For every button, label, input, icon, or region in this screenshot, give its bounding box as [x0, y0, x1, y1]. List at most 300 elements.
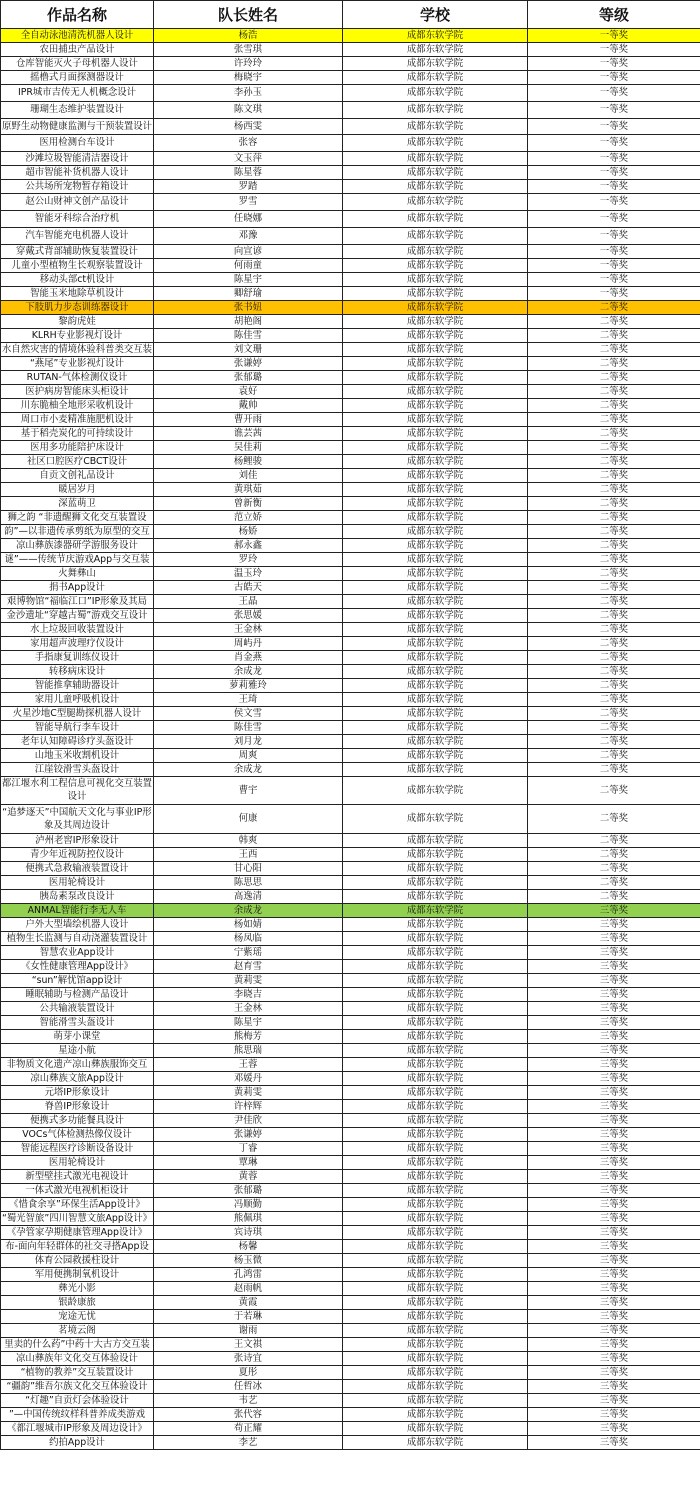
cell-captain-name: 宾诗琪: [154, 1225, 343, 1239]
cell-level: 三等奖: [528, 1393, 700, 1407]
cell-level: 二等奖: [528, 762, 700, 776]
cell-school: 成都东软学院: [343, 210, 528, 227]
cell-level: 三等奖: [528, 1225, 700, 1239]
cell-level: 二等奖: [528, 384, 700, 398]
table-row: [1, 524, 700, 538]
cell-level: 二等奖: [528, 889, 700, 903]
cell-work-name: 下肢肌力步态训练器设计: [1, 300, 154, 314]
cell-work-name: 全自动泳池清洗机器人设计: [1, 29, 154, 43]
table-row: [1, 398, 700, 412]
cell-captain-name: 曹宇: [154, 776, 343, 805]
table-row: [1, 1225, 700, 1239]
cell-work-name: 超市智能补货机器人设计: [1, 166, 154, 180]
cell-school: 成都东软学院: [343, 1323, 528, 1337]
cell-captain-name: 周爽: [154, 748, 343, 762]
table-row: [1, 1043, 700, 1057]
cell-school: 成都东软学院: [343, 1351, 528, 1365]
cell-captain-name: 张书妞: [154, 300, 343, 314]
cell-school: 成都东软学院: [343, 101, 528, 118]
cell-work-name: 医用轮椅设计: [1, 1155, 154, 1169]
cell-captain-name: 王晶: [154, 594, 343, 608]
cell-work-name: 茗境云阁: [1, 1323, 154, 1337]
cell-level: 一等奖: [528, 227, 700, 244]
cell-school: 成都东软学院: [343, 594, 528, 608]
cell-school: 成都东软学院: [343, 622, 528, 636]
cell-school: 成都东软学院: [343, 1295, 528, 1309]
cell-work-name: 便携式急救输液装置设计: [1, 861, 154, 875]
cell-work-name: 水自然灾害的情境体验科普类交互装: [1, 343, 152, 355]
cell-school: 成都东软学院: [343, 538, 528, 552]
cell-school: 成都东软学院: [343, 152, 528, 166]
cell-school: 成都东软学院: [343, 1309, 528, 1323]
cell-work-name: 公共输液装置设计: [1, 1001, 154, 1015]
cell-captain-name: 杨西雯: [154, 118, 343, 135]
table-row: [1, 244, 700, 258]
cell-school: 成都东软学院: [343, 959, 528, 973]
cell-work-name: 医用检测台车设计: [1, 135, 154, 152]
cell-work-name: 基于稻壳炭化的可持续设计: [1, 426, 154, 440]
cell-work-name: “sun”解忧馆app设计: [1, 973, 154, 987]
table-row: [1, 1113, 700, 1127]
cell-level: 二等奖: [528, 608, 700, 622]
cell-captain-name: 黄琪茹: [154, 482, 343, 496]
table-row: [1, 1183, 700, 1197]
cell-level: 三等奖: [528, 1239, 700, 1253]
cell-work-name: 儿童小型植物生长观察装置设计: [1, 258, 154, 272]
cell-level: 三等奖: [528, 1351, 700, 1365]
cell-school: 成都东软学院: [343, 987, 528, 1001]
cell-school: 成都东软学院: [343, 678, 528, 692]
table-row: [1, 1239, 700, 1253]
cell-level: 一等奖: [528, 101, 700, 118]
cell-captain-name: 陈星宇: [154, 272, 343, 286]
cell-school: 成都东软学院: [343, 805, 528, 834]
cell-captain-name: 肖金燕: [154, 650, 343, 664]
cell-work-name: 智能滑雪头盔设计: [1, 1015, 154, 1029]
cell-level: 二等奖: [528, 356, 700, 370]
cell-level: 三等奖: [528, 1071, 700, 1085]
cell-captain-name: 孔鸿雷: [154, 1267, 343, 1281]
cell-work-name: 约拍App设计: [1, 1435, 154, 1449]
cell-work-name: 医用多功能陪护床设计: [1, 440, 154, 454]
cell-school: 成都东软学院: [343, 272, 528, 286]
cell-captain-name: 陈佳雪: [154, 328, 343, 342]
cell-work-name: “植物的教养”交互装置设计: [1, 1365, 154, 1379]
cell-level: 一等奖: [528, 85, 700, 102]
cell-captain-name: 陈佳雪: [154, 720, 343, 734]
cell-level: 三等奖: [528, 959, 700, 973]
cell-captain-name: 吴佳莉: [154, 440, 343, 454]
cell-work-name: 韵”—以非遗传承剪纸为原型的交互: [1, 524, 154, 538]
cell-captain-name: 杨浩: [154, 29, 343, 43]
cell-captain-name: 范立娇: [154, 510, 343, 524]
table-row: [1, 300, 700, 314]
cell-work-name: 《惜食余享”环保生活App设计》: [1, 1197, 154, 1211]
cell-work-name: “灯趣”自贡灯会体验设计: [1, 1393, 154, 1407]
cell-level: 二等奖: [528, 426, 700, 440]
cell-work-name: 里卖的什么药”中药十大古方交互装: [1, 1337, 154, 1351]
cell-school: 成都东软学院: [343, 524, 528, 538]
cell-school: 成都东软学院: [343, 1169, 528, 1183]
cell-school: 成都东软学院: [343, 1155, 528, 1169]
table-row: [1, 1421, 700, 1435]
cell-level: 二等奖: [528, 524, 700, 538]
cell-school: 成都东软学院: [343, 833, 528, 847]
cell-school: 成都东软学院: [343, 1211, 528, 1225]
cell-work-name: 江崖铰滑雪头盔设计: [1, 762, 154, 776]
cell-school: 成都东软学院: [343, 1029, 528, 1043]
table-row: [1, 1379, 700, 1393]
cell-school: 成都东软学院: [343, 482, 528, 496]
cell-work-name: 农田捕虫产品设计: [1, 43, 154, 57]
cell-captain-name: 宁紫瑶: [154, 945, 343, 959]
cell-captain-name: 王蓉: [154, 1057, 343, 1071]
cell-work-name: 智能导航行李车设计: [1, 720, 154, 734]
cell-level: 一等奖: [528, 43, 700, 57]
cell-captain-name: 张郁璐: [154, 370, 343, 384]
cell-level: 三等奖: [528, 1365, 700, 1379]
table-row: [1, 1141, 700, 1155]
cell-level: 三等奖: [528, 1127, 700, 1141]
cell-level: 一等奖: [528, 258, 700, 272]
cell-level: 三等奖: [528, 1211, 700, 1225]
cell-school: 成都东软学院: [343, 43, 528, 57]
cell-work-name: 黎韵虎娃: [1, 314, 154, 328]
table-row: [1, 118, 700, 135]
table-row: [1, 43, 700, 57]
cell-level: 二等奖: [528, 496, 700, 510]
cell-level: 一等奖: [528, 194, 700, 211]
cell-school: 成都东软学院: [343, 1393, 528, 1407]
cell-work-name: 都江堰水利工程信息可视化交互装置设计: [1, 776, 154, 805]
table-row: [1, 314, 700, 328]
table-row: [1, 987, 700, 1001]
cell-captain-name: 文玉萍: [154, 152, 343, 166]
cell-captain-name: 戴帅: [154, 398, 343, 412]
cell-work-name: 家用超声波理疗仪设计: [1, 636, 154, 650]
table-row: [1, 426, 700, 440]
cell-captain-name: 温玉玲: [154, 566, 343, 580]
cell-level: 二等奖: [528, 538, 700, 552]
cell-level: 三等奖: [528, 1253, 700, 1267]
cell-captain-name: 何雨童: [154, 258, 343, 272]
cell-captain-name: 陈星蓉: [154, 166, 343, 180]
table-row: [1, 166, 700, 180]
table-row: [1, 496, 700, 510]
cell-school: 成都东软学院: [343, 734, 528, 748]
table-row: [1, 29, 700, 43]
cell-level: 二等奖: [528, 370, 700, 384]
cell-captain-name: 尹佳欣: [154, 1113, 343, 1127]
table-row: [1, 210, 700, 227]
table-row: [1, 973, 700, 987]
cell-captain-name: 于若琳: [154, 1309, 343, 1323]
header-school: 学校: [343, 1, 528, 29]
cell-work-name: 摇橹式月面探测器设计: [1, 71, 154, 85]
cell-captain-name: 杨玉微: [154, 1253, 343, 1267]
cell-school: 成都东软学院: [343, 426, 528, 440]
cell-school: 成都东软学院: [343, 650, 528, 664]
cell-school: 成都东软学院: [343, 776, 528, 805]
cell-work-name: 《女性健康管理App设计》: [1, 959, 154, 973]
cell-level: 三等奖: [528, 1309, 700, 1323]
header-work-name: 作品名称: [1, 1, 154, 29]
cell-captain-name: 向宣谚: [154, 244, 343, 258]
cell-school: 成都东软学院: [343, 412, 528, 426]
cell-school: 成都东软学院: [343, 1183, 528, 1197]
cell-level: 二等奖: [528, 678, 700, 692]
cell-level: 三等奖: [528, 917, 700, 931]
cell-captain-name: 杨娇: [154, 524, 343, 538]
cell-school: 成都东软学院: [343, 1071, 528, 1085]
cell-work-name: 智能玉米地除草机设计: [1, 286, 154, 300]
table-row: [1, 1295, 700, 1309]
cell-work-name: 《都江堰城市IP形象及周边设计》: [1, 1421, 154, 1435]
cell-school: 成都东软学院: [343, 875, 528, 889]
table-row: [1, 664, 700, 678]
table-row: [1, 1393, 700, 1407]
cell-level: 三等奖: [528, 1281, 700, 1295]
cell-level: 三等奖: [528, 1267, 700, 1281]
table-row: [1, 412, 700, 426]
cell-captain-name: 李晓吉: [154, 987, 343, 1001]
cell-school: 成都东软学院: [343, 1435, 528, 1449]
cell-work-name: 凉山彝族漆器研学游服务设计: [1, 538, 154, 552]
cell-captain-name: 许梓辉: [154, 1099, 343, 1113]
cell-work-name: IPR城市吉传无人机概念设计: [1, 85, 154, 102]
cell-captain-name: 丁睿: [154, 1141, 343, 1155]
cell-level: 二等奖: [528, 875, 700, 889]
table-row: [1, 552, 700, 566]
cell-captain-name: 陈文琪: [154, 101, 343, 118]
table-row: [1, 152, 700, 166]
cell-work-name: 火星沙地C型腿勘探机器人设计: [1, 706, 154, 720]
table-row: [1, 482, 700, 496]
cell-captain-name: 李艺: [154, 1435, 343, 1449]
cell-work-name: 水上垃圾回收装置设计: [1, 622, 154, 636]
cell-work-name: 新型壁挂式激光电视设计: [1, 1169, 154, 1183]
cell-level: 三等奖: [528, 1001, 700, 1015]
cell-work-name: 移动头部ct机设计: [1, 272, 154, 286]
cell-level: 三等奖: [528, 931, 700, 945]
cell-work-name: 公共场所宠物暂存箱设计: [1, 180, 154, 194]
table-row: [1, 1337, 700, 1351]
cell-work-name: 植物生长监测与自动浇灌装置设计: [1, 931, 154, 945]
table-row: [1, 1127, 700, 1141]
table-row: [1, 272, 700, 286]
cell-captain-name: 邓豫: [154, 227, 343, 244]
cell-school: 成都东软学院: [343, 552, 528, 566]
cell-level: 三等奖: [528, 1029, 700, 1043]
cell-work-name: 仓库智能灭火子母机器人设计: [1, 57, 154, 71]
table-row: [1, 194, 700, 211]
cell-captain-name: 冯顺勤: [154, 1197, 343, 1211]
cell-school: 成都东软学院: [343, 917, 528, 931]
cell-captain-name: 赵雨帆: [154, 1281, 343, 1295]
cell-level: 一等奖: [528, 152, 700, 166]
table-row: [1, 734, 700, 748]
table-row: [1, 1435, 700, 1449]
cell-school: 成都东软学院: [343, 1253, 528, 1267]
cell-work-name: 家用儿童呼吸机设计: [1, 692, 154, 706]
cell-work-name: VOCs气体检测热像仪设计: [1, 1127, 154, 1141]
table-row: [1, 1015, 700, 1029]
cell-level: 二等奖: [528, 468, 700, 482]
table-row: [1, 1071, 700, 1085]
cell-level: 一等奖: [528, 135, 700, 152]
cell-school: 成都东软学院: [343, 580, 528, 594]
cell-school: 成都东软学院: [343, 1239, 528, 1253]
cell-work-name: RUTAN-气体检测仪设计: [1, 370, 154, 384]
cell-captain-name: 李孙玉: [154, 85, 343, 102]
table-row: [1, 538, 700, 552]
table-row: [1, 959, 700, 973]
table-row: [1, 1099, 700, 1113]
cell-captain-name: 甘心阳: [154, 861, 343, 875]
cell-level: 一等奖: [528, 180, 700, 194]
cell-work-name: 自贡文创礼品设计: [1, 468, 154, 482]
cell-work-name: 沙滩垃圾智能清洁器设计: [1, 152, 154, 166]
cell-work-name: 星途小航: [1, 1043, 154, 1057]
table-row: [1, 580, 700, 594]
cell-captain-name: 韦艺: [154, 1393, 343, 1407]
cell-level: 一等奖: [528, 210, 700, 227]
cell-school: 成都东软学院: [343, 1043, 528, 1057]
cell-level: 二等奖: [528, 664, 700, 678]
cell-captain-name: 刘佳: [154, 468, 343, 482]
table-row: [1, 833, 700, 847]
cell-work-name: 脊兽IP形象设计: [1, 1099, 154, 1113]
cell-level: 三等奖: [528, 1141, 700, 1155]
cell-level: 一等奖: [528, 166, 700, 180]
cell-level: 二等奖: [528, 847, 700, 861]
cell-captain-name: 陈星宇: [154, 1015, 343, 1029]
table-row: [1, 1323, 700, 1337]
table-row: [1, 454, 700, 468]
cell-level: 二等奖: [528, 300, 700, 314]
cell-work-name: “燕尾”专业影视灯设计: [1, 356, 154, 370]
cell-level: 一等奖: [528, 29, 700, 43]
cell-level: 三等奖: [528, 1197, 700, 1211]
cell-school: 成都东软学院: [343, 748, 528, 762]
cell-school: 成都东软学院: [343, 194, 528, 211]
cell-school: 成都东软学院: [343, 29, 528, 43]
cell-captain-name: 谯芸茜: [154, 426, 343, 440]
cell-work-name: 山地玉米收割机设计: [1, 748, 154, 762]
cell-level: 三等奖: [528, 1379, 700, 1393]
cell-school: 成都东软学院: [343, 1407, 528, 1421]
cell-school: 成都东软学院: [343, 1197, 528, 1211]
cell-level: 二等奖: [528, 622, 700, 636]
cell-captain-name: 王琦: [154, 692, 343, 706]
table-row: [1, 328, 700, 342]
cell-level: 二等奖: [528, 833, 700, 847]
cell-school: 成都东软学院: [343, 973, 528, 987]
cell-work-name: 金沙遗址“穿越古蜀”游戏交互设计: [1, 608, 154, 622]
table-row: [1, 650, 700, 664]
table-row: [1, 889, 700, 903]
cell-work-name: 深蓝萌卫: [1, 496, 154, 510]
cell-work-name: 周口市小麦精准施肥机设计: [1, 412, 154, 426]
cell-school: 成都东软学院: [343, 1421, 528, 1435]
cell-school: 成都东软学院: [343, 118, 528, 135]
cell-work-name: 宠途无忧: [1, 1309, 154, 1323]
cell-school: 成都东软学院: [343, 706, 528, 720]
table-row: [1, 678, 700, 692]
cell-school: 成都东软学院: [343, 71, 528, 85]
cell-school: 成都东软学院: [343, 762, 528, 776]
cell-captain-name: 邓媛丹: [154, 1071, 343, 1085]
cell-level: 三等奖: [528, 1337, 700, 1351]
table-row: [1, 622, 700, 636]
cell-work-name: 火舞彝山: [1, 566, 154, 580]
cell-level: 三等奖: [528, 1407, 700, 1421]
cell-captain-name: 许玲玲: [154, 57, 343, 71]
cell-captain-name: 周屿丹: [154, 636, 343, 650]
table-row: [1, 1169, 700, 1183]
cell-school: 成都东软学院: [343, 1281, 528, 1295]
cell-school: 成都东软学院: [343, 496, 528, 510]
cell-work-name: 原野生动物健康监测与干预装置设计: [1, 118, 154, 135]
cell-work-name: 户外大型墙绘机器人设计: [1, 917, 154, 931]
cell-work-name: 汽车智能充电机器人设计: [1, 227, 154, 244]
table-row: [1, 776, 700, 805]
cell-captain-name: 韩爽: [154, 833, 343, 847]
cell-work-name: 凉山彝族文旅App设计: [1, 1071, 154, 1085]
cell-school: 成都东软学院: [343, 1015, 528, 1029]
cell-school: 成都东软学院: [343, 1099, 528, 1113]
cell-school: 成都东软学院: [343, 300, 528, 314]
table-body: [1, 29, 700, 1450]
cell-captain-name: 曹开雨: [154, 412, 343, 426]
cell-captain-name: 张郁璐: [154, 1183, 343, 1197]
table-row: [1, 258, 700, 272]
cell-school: 成都东软学院: [343, 664, 528, 678]
cell-school: 成都东软学院: [343, 227, 528, 244]
cell-captain-name: 王西: [154, 847, 343, 861]
table-row: [1, 101, 700, 118]
cell-level: 三等奖: [528, 987, 700, 1001]
table-row: [1, 636, 700, 650]
cell-work-name: 智能远程医疗诊断设备设计: [1, 1141, 154, 1155]
cell-school: 成都东软学院: [343, 57, 528, 71]
cell-work-name: 布-面向年轻群体的社交寻搭App设: [1, 1239, 154, 1253]
cell-school: 成都东软学院: [343, 370, 528, 384]
table-row: [1, 384, 700, 398]
header-row: [1, 1, 700, 29]
cell-school: 成都东软学院: [343, 1085, 528, 1099]
cell-school: 成都东软学院: [343, 454, 528, 468]
cell-level: 二等奖: [528, 650, 700, 664]
cell-captain-name: 熊佩琪: [154, 1211, 343, 1225]
table-row: [1, 1029, 700, 1043]
cell-work-name: ANMAL智能行李无人车: [1, 903, 154, 917]
cell-school: 成都东软学院: [343, 1379, 528, 1393]
cell-work-name: 胰岛素泵改良设计: [1, 889, 154, 903]
cell-level: 二等奖: [528, 734, 700, 748]
cell-level: 三等奖: [528, 1435, 700, 1449]
cell-school: 成都东软学院: [343, 85, 528, 102]
cell-work-name: 转移病床设计: [1, 664, 154, 678]
cell-captain-name: 古皓天: [154, 580, 343, 594]
table-row: [1, 748, 700, 762]
cell-school: 成都东软学院: [343, 636, 528, 650]
cell-captain-name: 杨如婧: [154, 917, 343, 931]
cell-level: 二等奖: [528, 454, 700, 468]
cell-level: 三等奖: [528, 1183, 700, 1197]
cell-level: 三等奖: [528, 1421, 700, 1435]
cell-captain-name: 高逸清: [154, 889, 343, 903]
